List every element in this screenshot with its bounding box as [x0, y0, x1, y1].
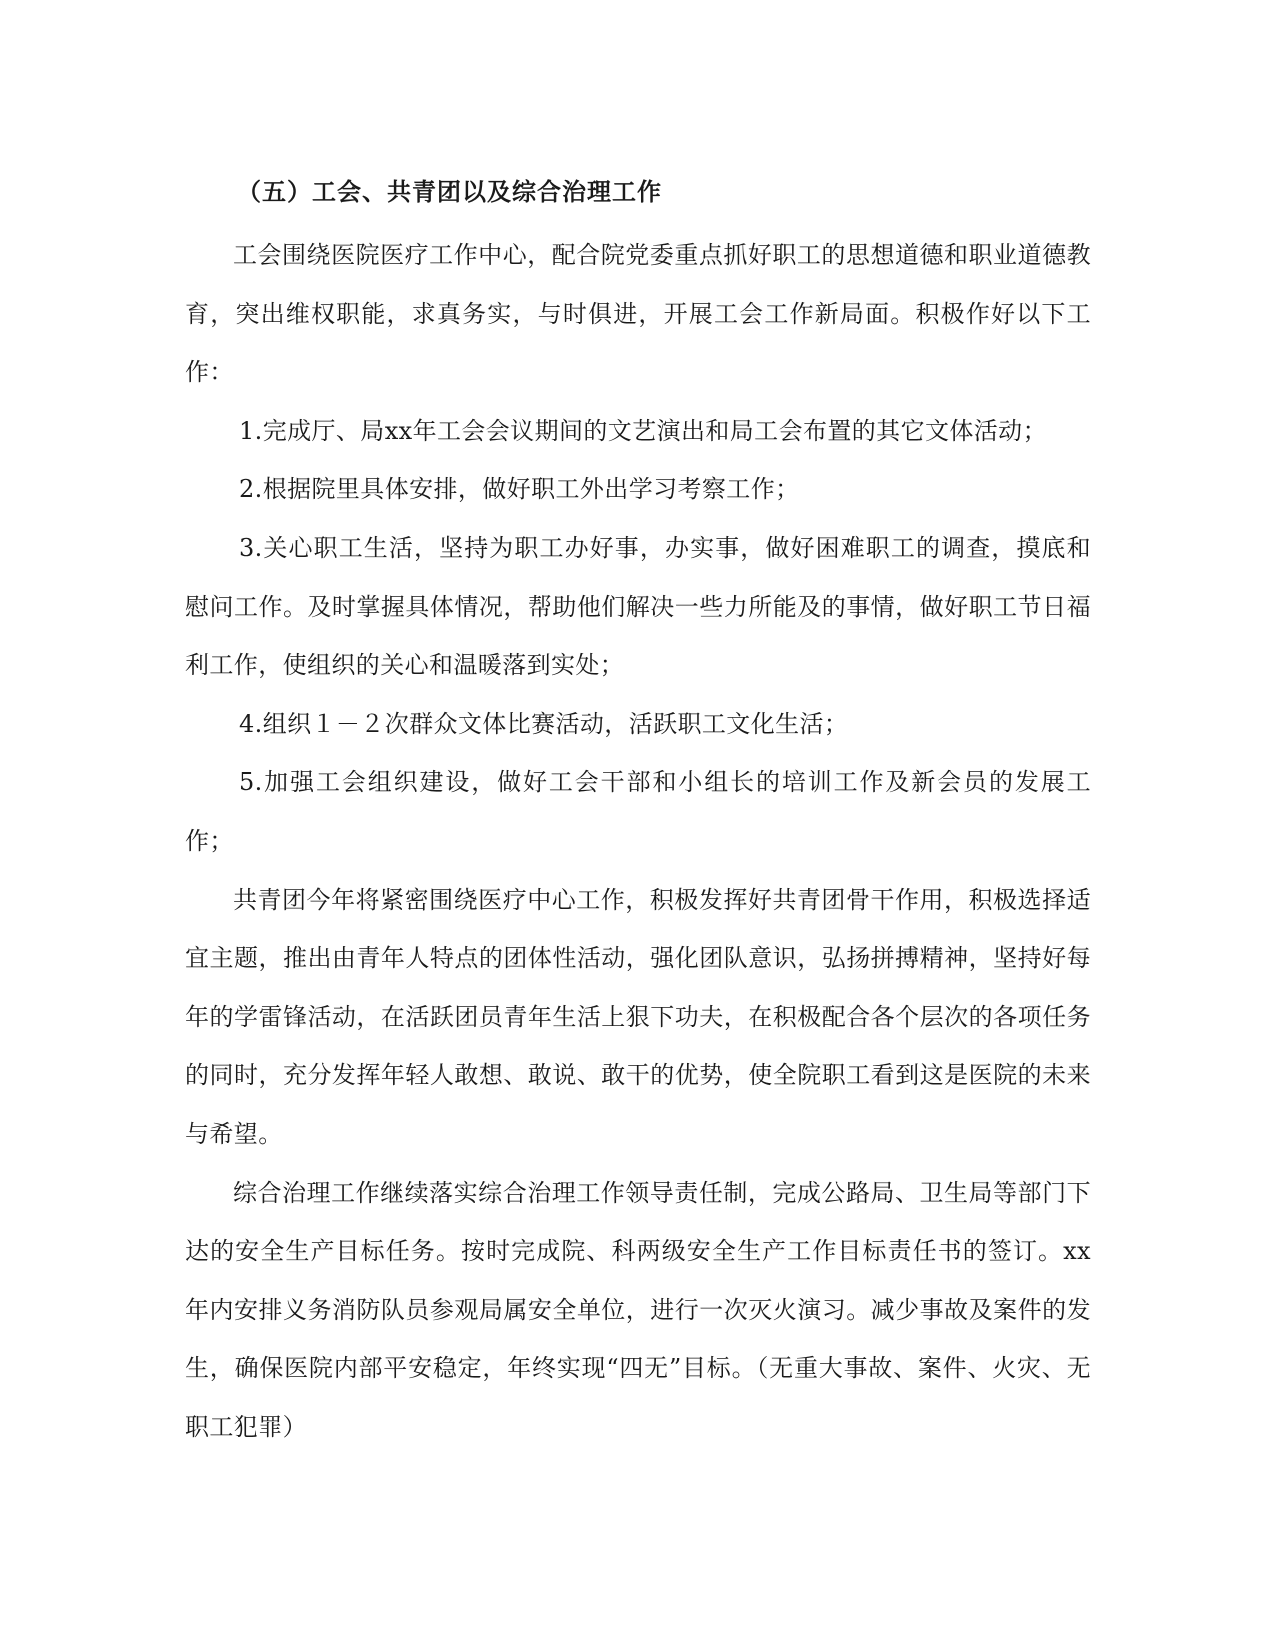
list-item-5: 5.加强工会组织建设，做好工会干部和小组长的培训工作及新会员的发展工作；	[185, 768, 1091, 855]
list-item-4: 4.组织１－２次群众文体比赛活动，活跃职工文化生活；	[239, 709, 849, 738]
list-item-3: 3.关心职工生活，坚持为职工办好事，办实事，做好困难职工的调查，摸底和慰问工作。及时掌握具体情况，帮助他们解决一些力所能及的事情，做好职工节日福利工作，使组织的关心和温暖落到实处；	[185, 533, 1091, 680]
union-intro-paragraph: 工会围绕医院医疗工作中心，配合院党委重点抓好职工的思想道德和职业道德教育，突出维权职能，求真务实，与时俱进，开展工会工作新局面。积极作好以下工作：	[185, 241, 1091, 387]
document-body	[185, 168, 1091, 1456]
youth-league-paragraph: 共青团今年将紧密围绕医疗中心工作，积极发挥好共青团骨干作用，积极选择适宜主题，推出由青年人特点的团体性活动，强化团队意识，弘扬拼搏精神，坚持好每年的学雷锋活动，在活跃团员青年生活上狠下功夫，在积极配合各个层次的各项任务的同时，充分发挥年轻人敢想、敢说、敢干的优势，使全院职工看到这是医院的未来与希望。	[185, 885, 1091, 1148]
governance-paragraph: 综合治理工作继续落实综合治理工作领导责任制，完成公路局、卫生局等部门下达的安全生产目标任务。按时完成院、科两级安全生产工作目标责任书的签订。xx年内安排义务消防队员参观局属安全单位，进行一次灭火演习。减少事故及案件的发生，确保医院内部平安稳定，年终实现“四无”目标。（无重大事故、案件、火灾、无职工犯罪）	[185, 1178, 1091, 1441]
section-heading: （五）工会、共青团以及综合治理工作	[237, 177, 662, 206]
list-item-1: 1.完成厅、局xx年工会会议期间的文艺演出和局工会布置的其它文体活动；	[239, 416, 1047, 445]
list-item-2: 2.根据院里具体安排，做好职工外出学习考察工作；	[239, 475, 800, 504]
